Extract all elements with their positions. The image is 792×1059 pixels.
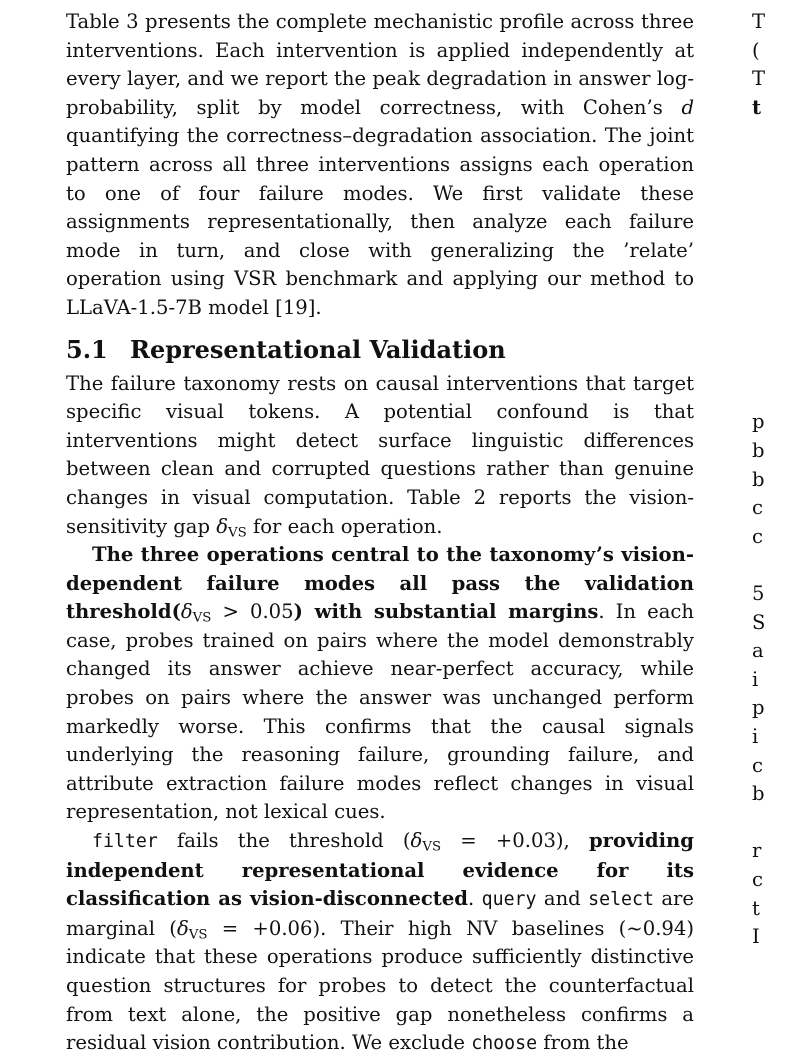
paragraph-2 — [66, 541, 694, 827]
left-column — [66, 8, 694, 1059]
right-column-glyph: c — [752, 524, 763, 548]
right-column-glyph: i — [752, 667, 759, 691]
paragraph-1 — [66, 370, 694, 542]
right-column-glyph: T — [752, 10, 766, 33]
intro-text-a: Table 3 presents the complete mechanistic profile across three interventions. Each intervention is applied independently at every layer, and we report the peak degradation in answer log-probability, split by model correctness, with Cohen’s — [66, 10, 694, 119]
delta-subscript: VS — [192, 610, 212, 626]
p3-t4: are marginal ( — [66, 887, 694, 940]
op-filter: filter — [92, 831, 158, 853]
p3-t2: . — [468, 887, 482, 911]
right-column-glyph: i — [752, 725, 759, 748]
threshold-condition: > 0.05 — [211, 600, 294, 624]
right-column-glyph: I — [752, 925, 760, 949]
p1-text-b: for each operation. — [246, 514, 443, 538]
right-column-glyph: a — [752, 639, 764, 663]
right-column-glyph: c — [752, 496, 763, 520]
right-column-glyph: S — [752, 610, 766, 634]
section-title: Representational Validation — [130, 334, 506, 364]
section-number: 5.1 — [66, 334, 108, 364]
delta-subscript: VS — [228, 524, 247, 540]
right-column-glyph: r — [752, 839, 762, 863]
paragraph-3 — [66, 827, 694, 1059]
p3-t3: and — [536, 887, 589, 911]
right-column-glyph: c — [752, 868, 763, 891]
intro-paragraph — [66, 8, 694, 323]
section-heading — [66, 334, 694, 366]
right-column-glyph: t — [752, 896, 760, 920]
right-column-glyph: t — [752, 95, 762, 119]
right-column-glyph: 5 — [752, 582, 765, 605]
right-column-glyph: c — [752, 753, 763, 777]
op-query: query — [481, 889, 537, 911]
op-select: select — [588, 889, 654, 911]
cohens-d-symbol: d — [681, 95, 694, 119]
p3-bold: providing independent representational evidence for its classification as vision-disconnected — [66, 829, 694, 911]
intro-text-b: quantifying the correctness–degradation association. The joint pattern across all three interventions assigns each operation to one of four failure modes. We first validate these assignments representationally, then analyze each failure mode in turn, and close with generalizing the ’relate’ operation using VSR benchmark and applying our method to LLaVA-1.5-7B model [19]. — [66, 124, 694, 319]
right-column-glyph: ( — [752, 38, 760, 62]
delta-symbol: δ — [410, 829, 423, 853]
p3-val2: = +0.06). Their high NV baselines (~0.94) indicate that these operations produce sufficiently distinctive question structures for probes to detect the counterfactual from text alone, the positive gap nonetheless confirms a residual vision contribution. We exclude — [66, 916, 694, 1055]
delta-symbol: δ — [180, 600, 193, 624]
right-column-glyph: b — [752, 439, 765, 462]
right-column-glyph: T — [752, 67, 766, 91]
delta-symbol: δ — [216, 514, 229, 538]
delta-subscript: VS — [188, 927, 208, 943]
right-column-glyph: p — [752, 410, 765, 434]
p2-text: . In each case, probes trained on pairs where the model demonstrably changed its answer achieve near-perfect accuracy, while probes on pairs where the answer was unchanged perform markedly worse. This confirms that the causal signals underlying the reasoning failure, grounding failure, and attribute extraction failure modes reflect changes in visual representation, not lexical cues. — [66, 600, 694, 824]
p3-t5: from the — [537, 1031, 629, 1055]
p1-text-a: The failure taxonomy rests on causal interventions that target specific visual tokens. A potential confound is that interventions might detect surface linguistic differences between clean and corrupted questions rather than genuine changes in visual computation. Table 2 reports the vision-sensitivity gap — [66, 371, 694, 538]
p2-bold-a: The three operations central to the taxonomy’s vision-dependent failure modes all pass the validation threshold( — [66, 543, 694, 624]
delta-symbol: δ — [176, 916, 189, 940]
p2-bold-b: ) with substantial margins — [293, 600, 599, 624]
p3-t1: fails the threshold ( — [157, 829, 411, 853]
right-column-glyph: p — [752, 696, 765, 720]
p3-val1: = +0.03), — [441, 829, 589, 853]
delta-subscript: VS — [422, 839, 442, 855]
right-column-glyph: b — [752, 782, 765, 806]
right-column-glyph: b — [752, 467, 765, 491]
op-choose: choose — [471, 1033, 538, 1055]
